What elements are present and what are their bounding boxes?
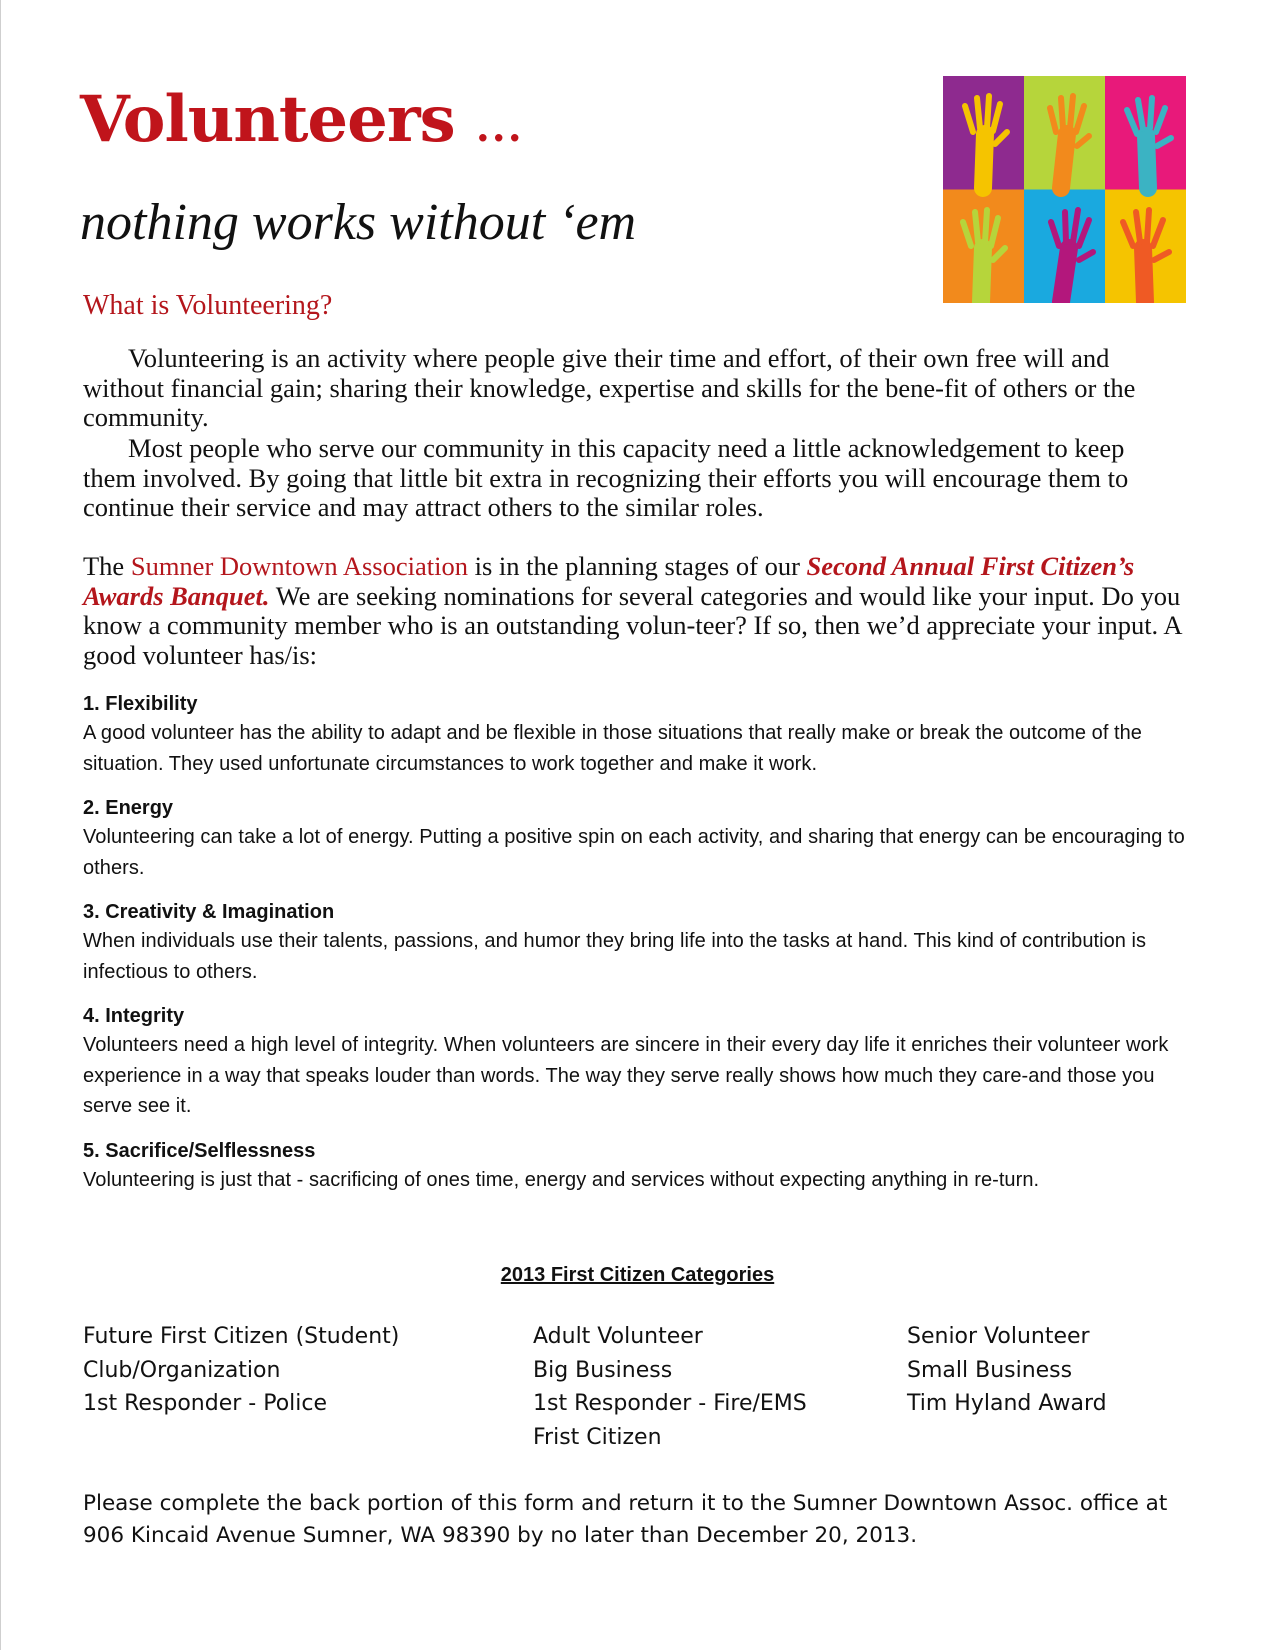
organization-name: Sumner Downtown Association [130, 551, 468, 581]
intro-text-2: Most people who serve our community in this capacity need a little acknowledgement to keep them involved. By going that little bit extra in recognizing their efforts you will encourage them to continue their service and may attract others to the similar roles. [83, 433, 1129, 522]
categories-column-3 [907, 1320, 1107, 1421]
quality-item [83, 794, 1193, 883]
qualities-list [83, 690, 1193, 1210]
title-text: Volunteers [80, 82, 455, 157]
quality-title: 1. Flexibility [83, 693, 198, 715]
category-item: Future First Citizen (Student) [83, 1324, 400, 1349]
category-item: 1st Responder - Police [83, 1391, 328, 1416]
intro-text-1: Volunteering is an activity where people give their time and effort, of their own free will and without financial gain; sharing their knowledge, expertise and skills for the bene-fit of others or the community. [83, 343, 1136, 432]
categories-heading: 2013 First Citizen Categories [500, 1264, 775, 1286]
quality-description: Volunteering can take a lot of energy. Putting a positive spin on each activity, and sharing that energy can be encouraging to others. [83, 826, 1185, 879]
page-title [80, 82, 524, 157]
quality-description: Volunteers need a high level of integrity. When volunteers are sincere in their every day life it enriches their volunteer work experience in a way that speaks louder than words. The way they serve really shows how much they care-and those you serve see it. [83, 1034, 1169, 1117]
return-instructions: Please complete the back portion of this form and return it to the Sumner Downtown Assoc. office at 906 Kincaid Avenue Sumner, WA 98390 by no later than December 20, 2013. [83, 1491, 1168, 1548]
intro-paragraph-1 [83, 344, 1183, 433]
quality-item [83, 1137, 1193, 1196]
category-item: Tim Hyland Award [907, 1391, 1107, 1416]
quality-title: 4. Integrity [83, 1005, 185, 1027]
quality-description: Volunteering is just that - sacrificing of ones time, energy and services without expecting anything in re-turn. [83, 1168, 1040, 1191]
intro-paragraph-2 [83, 434, 1183, 523]
event-name: Second Annual First Citizen’s Awards Banquet. [83, 551, 1135, 611]
categories-column-1 [83, 1320, 399, 1421]
quality-item [83, 898, 1193, 987]
categories-column-2 [533, 1320, 807, 1454]
quality-title: 3. Creativity & Imagination [83, 901, 335, 923]
section-heading: What is Volunteering? [83, 290, 333, 321]
category-item: Frist Citizen [533, 1424, 662, 1450]
page-subtitle: nothing works without ‘em [80, 194, 637, 251]
category-item: Club/Organization [83, 1357, 281, 1383]
quality-description: A good volunteer has the ability to adapt and be flexible in those situations that really make or break the outcome of the situation. They used unfortunate circumstances to work together and make it work. [83, 722, 1142, 775]
quality-title: 5. Sacrifice/Selflessness [83, 1139, 316, 1162]
association-paragraph [83, 552, 1183, 670]
quality-description: When individuals use their talents, passions, and humor they bring life into the tasks at hand. This kind of contribution is infectious to others. [83, 930, 1147, 983]
quality-item [83, 1002, 1193, 1122]
category-item: Big Business [533, 1357, 673, 1383]
category-item: 1st Responder - Fire/EMS [533, 1391, 807, 1416]
category-item: Small Business [907, 1357, 1073, 1383]
raised-hands-icon [943, 76, 1186, 303]
title-ellipsis: ... [475, 104, 524, 151]
association-lead: The [83, 551, 125, 581]
quality-item [83, 690, 1193, 779]
category-item: Adult Volunteer [533, 1324, 703, 1349]
category-item: Senior Volunteer [907, 1324, 1090, 1349]
page-edge [0, 0, 1, 1650]
association-rest: We are seeking nominations for several categories and would like your input. Do you know a community member who is an outstanding volun-teer? If so, then we’d appreciate your input. A good volunteer has/is: [83, 580, 1182, 670]
association-middle: is in the planning stages of our [474, 551, 800, 581]
quality-title: 2. Energy [83, 797, 174, 819]
